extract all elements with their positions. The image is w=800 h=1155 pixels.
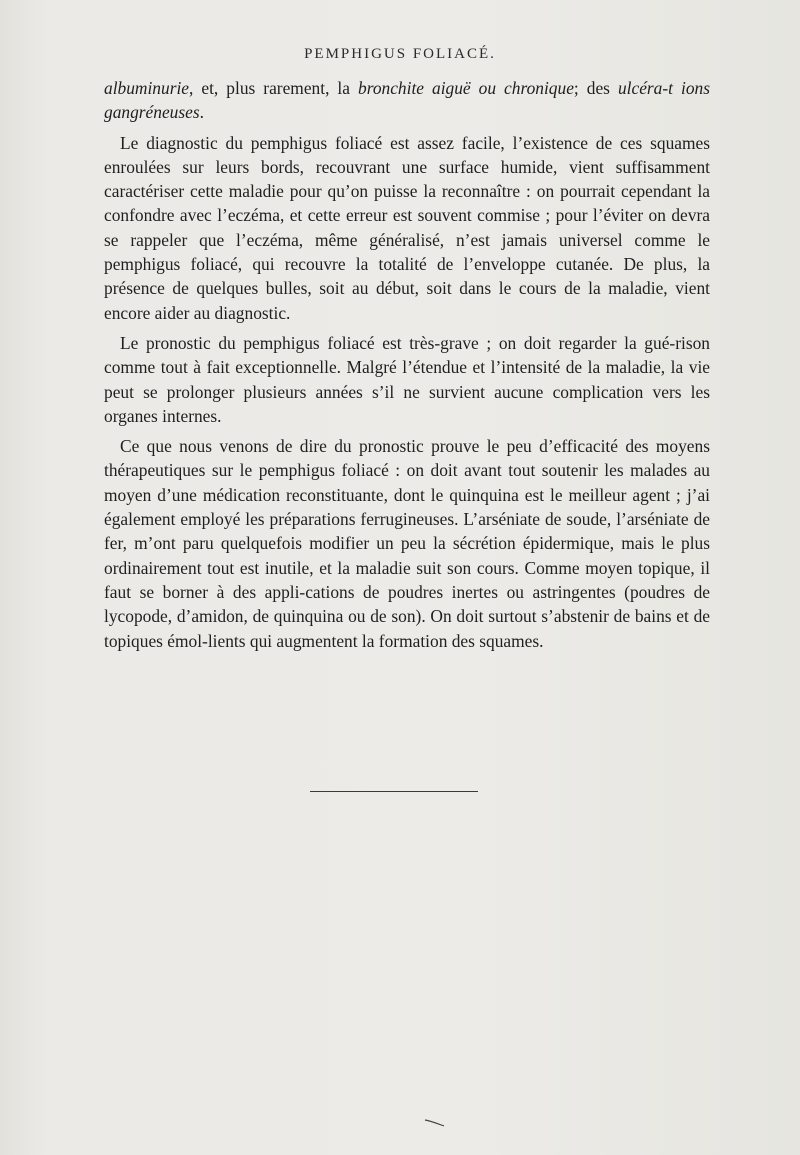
paragraph-diagnostic: Le diagnostic du pemphigus foliacé est assez facile, l’existence de ces squames enroulées sur leurs bords, recouvrant une surface humide, vient suffisamment caractériser cette maladie pour qu’on puisse la reconnaître : on pourrait cependant la confondre avec l’eczéma, et cette erreur est souvent commise ; pour l’éviter on devra se rappeler que l’eczéma, même généralisé, n’est jamais universel comme le pemphigus foliacé, qui recouvre la totalité de l’enveloppe cutanée. De plus, la présence de quelques bulles, soit au début, soit dans le cours de la maladie, vient encore aider au diagnostic. (104, 132, 710, 323)
text-run: ; des (573, 78, 618, 98)
running-header: PEMPHIGUS FOLIACÉ. (304, 46, 496, 62)
paragraph-pronostic: Le pronostic du pemphigus foliacé est très-grave ; on doit regarder la gué-rison comme tout à fait exceptionnelle. Malgré l’étendue et l’intensité de la maladie, la vie peut se prolonger plusieurs années s’il ne survient aucune complication vers les organes internes. (104, 332, 710, 426)
italic-term: albuminurie (104, 78, 190, 98)
paragraph-therapeutique: Ce que nous venons de dire du pronostic prouve le peu d’efficacité des moyens thérapeutiques sur le pemphigus foliacé : on doit avant tout soutenir les malades au moyen d’une médication reconstituante, dont le quinquina est le meilleur agent ; j’ai également employé les préparations ferrugineuses. L’arséniate de soude, l’arséniate de fer, m’ont paru quelquefois modifier un peu la sécrétion épidermique, mais le plus ordinairement tout est inutile, et la maladie suit son cours. Comme moyen topique, il faut se borner à des appli-cations de poudres inertes ou astringentes (poudres de lycopode, d’amidon, de quinquina ou de son). On doit surtout s’abstenir de bains et de topiques émol-lients qui augmentent la formation des squames. (104, 436, 710, 651)
paragraph-continuation (104, 76, 710, 125)
section-end-rule (310, 791, 478, 792)
italic-term: bronchite aiguë ou chronique (358, 78, 574, 98)
body-text (104, 76, 710, 659)
ink-mark-icon (424, 1118, 446, 1128)
text-run: , et, plus rarement, la (189, 78, 358, 98)
italic-term: ulcéra-t ions gangréneuses (104, 78, 710, 123)
text-run: . (199, 102, 204, 123)
